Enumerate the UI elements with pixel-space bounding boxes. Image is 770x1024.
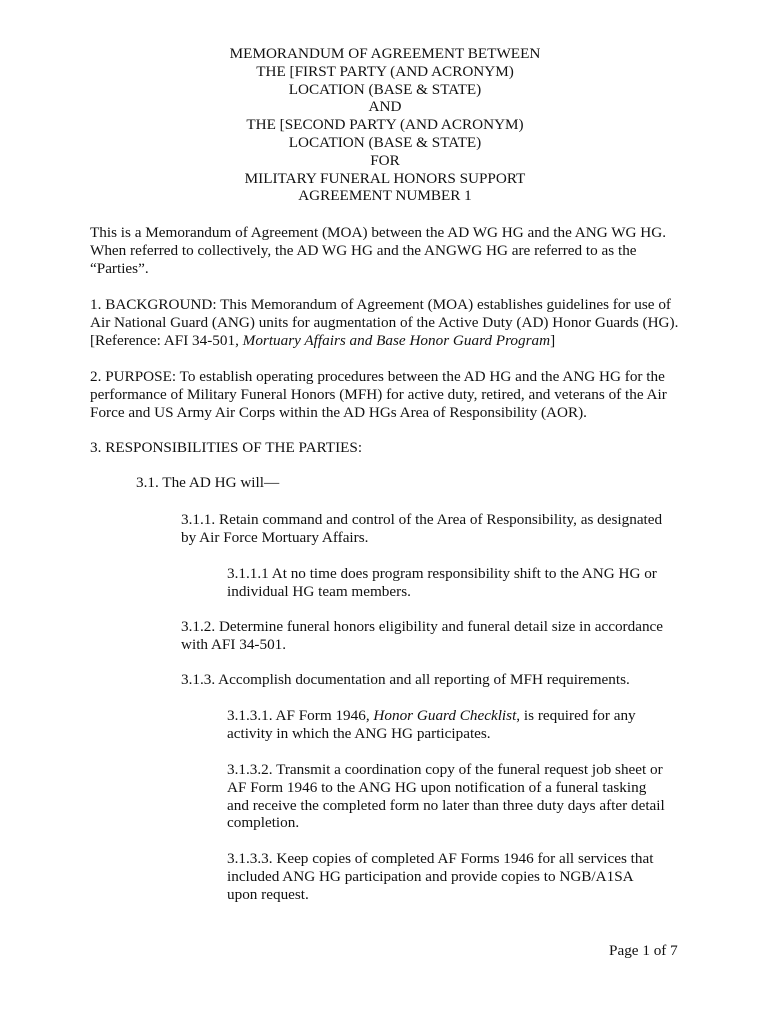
text-line: 3.1.3.3. Keep copies of completed AF Forms 1946 for all services that xyxy=(227,850,654,867)
background-paragraph xyxy=(90,296,678,349)
text-line: activity in which the ANG HG participates. xyxy=(227,724,491,742)
form-prefix: 3.1.3.1. AF Form 1946, xyxy=(227,707,374,724)
text-line: 3.1.2. Determine funeral honors eligibility and funeral detail size in accordance xyxy=(181,618,664,635)
section-3-1-2 xyxy=(181,618,663,654)
section-3-1-3 xyxy=(181,671,630,689)
section-3-1-1 xyxy=(181,511,662,547)
title-line: AGREEMENT NUMBER 1 xyxy=(298,187,472,205)
text-line: This is a Memorandum of Agreement (MOA) between the AD WG HG and the ANG WG HG. xyxy=(90,224,667,241)
document-title xyxy=(0,45,770,205)
title-line: FOR xyxy=(370,151,400,169)
section-3-1-3-3 xyxy=(227,850,653,903)
text-line: individual HG team members. xyxy=(227,582,411,600)
reference-title: Mortuary Affairs and Base Honor Guard Program xyxy=(242,331,551,349)
text-line: included ANG HG participation and provide copies to NGB/A1SA xyxy=(227,867,634,885)
section-heading: 3. RESPONSIBILITIES OF THE PARTIES: xyxy=(90,439,363,456)
reference-prefix: [Reference: AFI 34-501, xyxy=(90,331,243,349)
text-line: AF Form 1946 to the ANG HG upon notification of a funeral tasking xyxy=(227,778,647,796)
text-line: “Parties”. xyxy=(90,259,149,277)
text-line: 3.1.3. Accomplish documentation and all reporting of MFH requirements. xyxy=(181,671,630,688)
text-line: 3.1. The AD HG will— xyxy=(136,474,280,491)
text-line: 3.1.1. Retain command and control of the Area of Responsibility, as designated xyxy=(181,511,663,528)
purpose-paragraph xyxy=(90,368,667,421)
section-3-1-1-1 xyxy=(227,565,657,601)
form-title: Honor Guard Checklist xyxy=(373,707,517,724)
section-3-1-3-1 xyxy=(227,707,636,743)
form-suffix: , is required for any xyxy=(516,707,636,724)
responsibilities-heading xyxy=(90,439,362,457)
text-line: 1. BACKGROUND: This Memorandum of Agreement (MOA) establishes guidelines for use of xyxy=(90,296,671,313)
text-line: upon request. xyxy=(227,885,309,903)
title-line: THE [FIRST PARTY (AND ACRONYM) xyxy=(256,62,514,80)
section-3-1 xyxy=(136,474,279,492)
title-line: AND xyxy=(368,98,402,116)
text-line: 3.1.3.2. Transmit a coordination copy of the funeral request job sheet or xyxy=(227,761,663,778)
reference-line xyxy=(90,332,678,350)
title-line: MILITARY FUNERAL HONORS SUPPORT xyxy=(244,169,526,187)
text-line: 3.1.1.1 At no time does program responsibility shift to the ANG HG or xyxy=(227,565,657,582)
text-line: completion. xyxy=(227,814,300,832)
text-line: When referred to collectively, the AD WG HG and the ANGWG HG are referred to as the xyxy=(90,241,637,259)
text-line: with AFI 34-501. xyxy=(181,635,287,653)
intro-paragraph xyxy=(90,224,666,277)
title-line: THE [SECOND PARTY (AND ACRONYM) xyxy=(246,116,524,134)
text-line xyxy=(227,707,636,725)
reference-suffix: ] xyxy=(550,331,556,349)
text-line: by Air Force Mortuary Affairs. xyxy=(181,528,369,546)
text-line: Air National Guard (ANG) units for augmentation of the Active Duty (AD) Honor Guards (HG). xyxy=(90,313,679,331)
section-3-1-3-2 xyxy=(227,761,665,832)
text-line: 2. PURPOSE: To establish operating procedures between the AD HG and the ANG HG for the xyxy=(90,368,665,385)
text-line: and receive the completed form no later than three duty days after detail xyxy=(227,796,665,814)
title-line: LOCATION (BASE & STATE) xyxy=(288,133,482,151)
title-line: MEMORANDUM OF AGREEMENT BETWEEN xyxy=(229,45,541,62)
page-number: Page 1 of 7 xyxy=(609,942,678,959)
title-line: LOCATION (BASE & STATE) xyxy=(288,80,482,98)
text-line: Force and US Army Air Corps within the AD HGs Area of Responsibility (AOR). xyxy=(90,403,587,421)
text-line: performance of Military Funeral Honors (MFH) for active duty, retired, and veterans of the Air xyxy=(90,385,667,403)
